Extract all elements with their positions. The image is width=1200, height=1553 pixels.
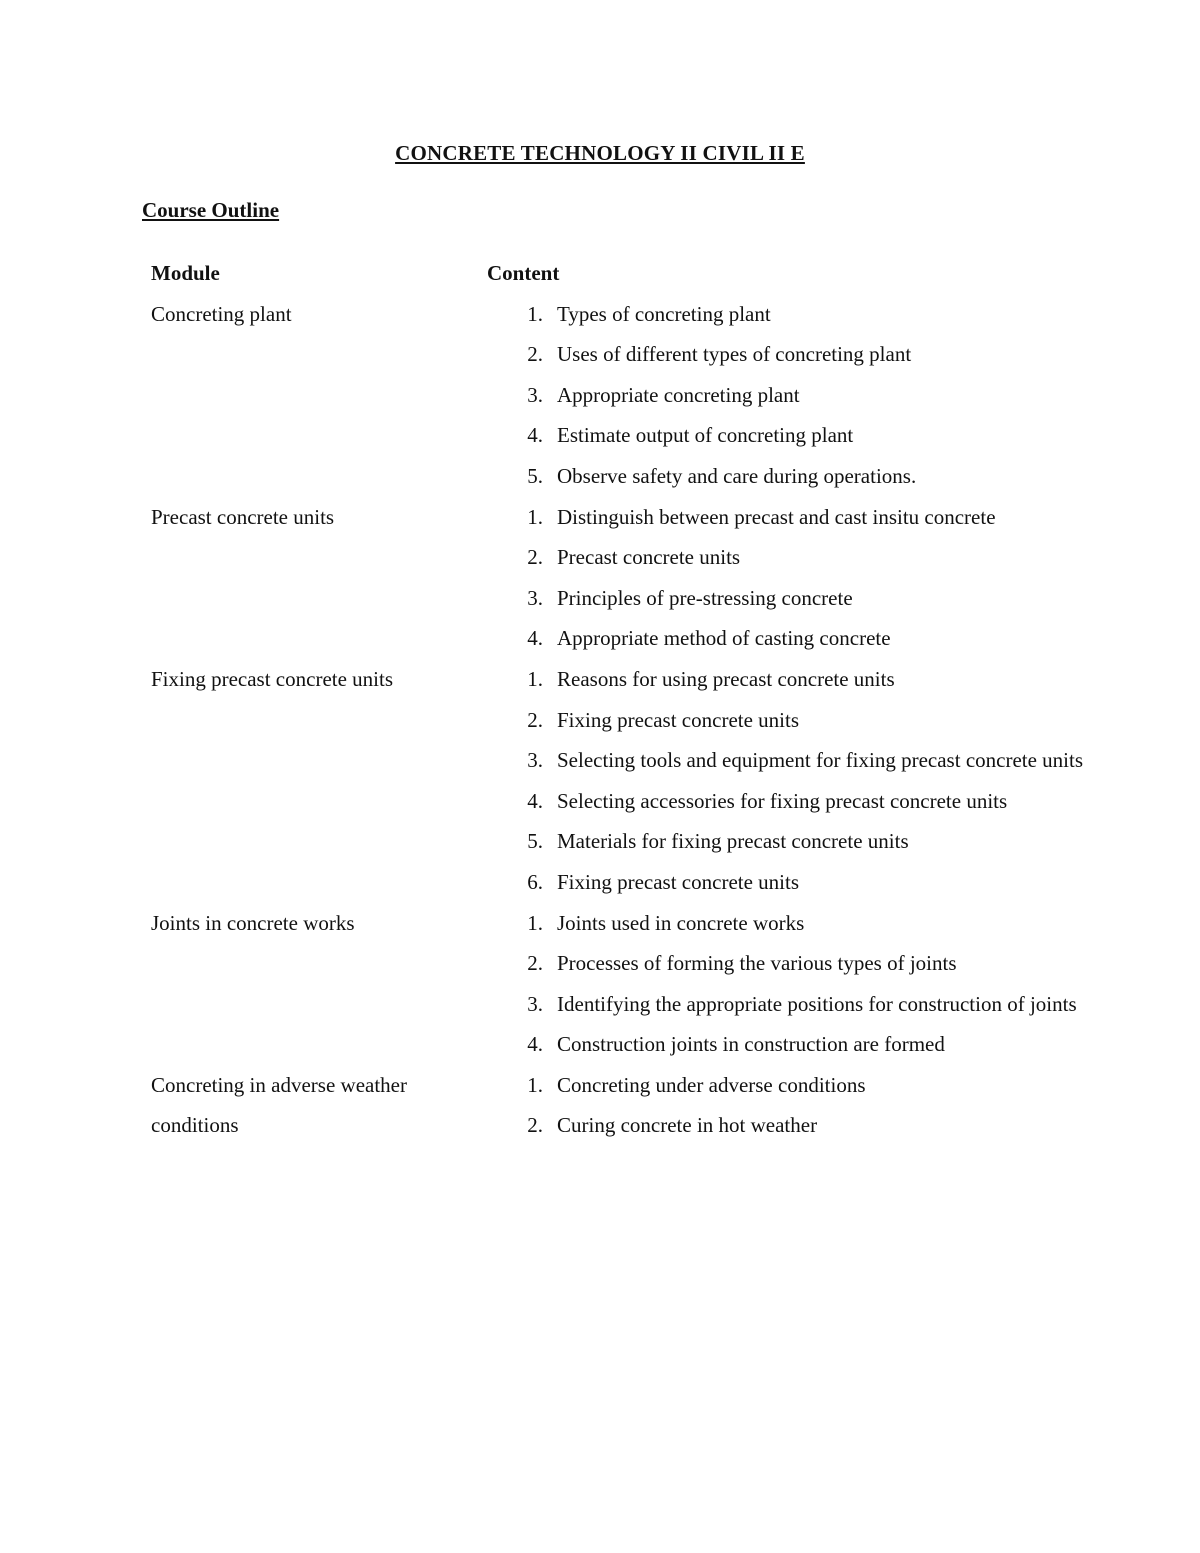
content-item <box>487 659 1111 700</box>
content-item <box>487 740 1111 781</box>
content-item-number: 5. <box>527 463 543 488</box>
content-item-number: 3. <box>527 585 543 610</box>
course-outline-table <box>151 253 1111 1146</box>
content-item <box>487 821 1111 862</box>
content-item-text: Joints used in concrete works <box>557 910 805 935</box>
content-item <box>487 618 1111 659</box>
module-name: Concreting in adverse weather conditions <box>151 1072 407 1138</box>
content-list <box>487 659 1111 903</box>
content-item-number: 1. <box>527 301 543 326</box>
module-row <box>151 1065 1111 1146</box>
content-item <box>487 700 1111 741</box>
module-name: Concreting plant <box>151 301 292 326</box>
content-item <box>487 984 1111 1025</box>
content-item <box>487 1065 1111 1106</box>
content-item-text: Selecting accessories for fixing precast concrete units <box>557 788 1008 813</box>
content-item <box>487 1105 1111 1146</box>
content-item <box>487 415 1111 456</box>
content-list <box>487 903 1111 1065</box>
content-item-text: Uses of different types of concreting plant <box>557 342 912 367</box>
content-item-text: Fixing precast concrete units <box>557 869 800 894</box>
content-item <box>487 334 1111 375</box>
content-item-number: 4. <box>527 626 543 651</box>
content-list <box>487 497 1111 659</box>
content-item-number: 2. <box>527 1113 543 1138</box>
page-title: CONCRETE TECHNOLOGY II CIVIL II E <box>395 141 805 165</box>
content-item-text: Fixing precast concrete units <box>557 707 800 732</box>
content-item-number: 2. <box>527 545 543 570</box>
content-item-text: Appropriate concreting plant <box>557 382 800 407</box>
outline-body <box>151 294 1111 1146</box>
content-item <box>487 497 1111 538</box>
content-item <box>487 456 1111 497</box>
content-item-text: Processes of forming the various types of joints <box>557 951 957 976</box>
content-item-number: 1. <box>527 910 543 935</box>
content-item-number: 4. <box>527 1032 543 1057</box>
content-list <box>487 294 1111 497</box>
content-item <box>487 578 1111 619</box>
content-item <box>487 537 1111 578</box>
module-row <box>151 294 1111 497</box>
content-item-text: Precast concrete units <box>557 545 741 570</box>
content-item <box>487 781 1111 822</box>
content-item-number: 1. <box>527 666 543 691</box>
content-item-text: Reasons for using precast concrete units <box>557 666 895 691</box>
module-row <box>151 659 1111 903</box>
content-item-number: 3. <box>527 748 543 773</box>
content-item-text: Identifying the appropriate positions for construction of joints <box>557 991 1077 1016</box>
content-item-number: 2. <box>527 707 543 732</box>
outline-header-row <box>151 253 1111 294</box>
content-item-number: 1. <box>527 1072 543 1097</box>
module-column-header: Module <box>151 260 220 285</box>
content-item-number: 1. <box>527 504 543 529</box>
content-item <box>487 862 1111 903</box>
content-item-text: Distinguish between precast and cast insitu concrete <box>557 504 996 529</box>
module-name: Joints in concrete works <box>151 910 355 935</box>
content-item-text: Construction joints in construction are formed <box>557 1032 945 1057</box>
content-item-text: Estimate output of concreting plant <box>557 423 854 448</box>
content-item-number: 6. <box>527 869 543 894</box>
content-item <box>487 943 1111 984</box>
module-row <box>151 903 1111 1065</box>
section-heading: Course Outline <box>142 198 280 222</box>
content-item-text: Observe safety and care during operations. <box>557 463 917 488</box>
module-name: Fixing precast concrete units <box>151 666 394 691</box>
content-item-number: 5. <box>527 829 543 854</box>
content-item <box>487 375 1111 416</box>
content-item-number: 3. <box>527 382 543 407</box>
module-row <box>151 497 1111 659</box>
content-item-text: Types of concreting plant <box>557 301 771 326</box>
content-item-number: 3. <box>527 991 543 1016</box>
content-item-number: 4. <box>527 423 543 448</box>
content-item-text: Curing concrete in hot weather <box>557 1113 818 1138</box>
content-item-text: Materials for fixing precast concrete units <box>557 829 909 854</box>
content-item <box>487 294 1111 335</box>
content-item-text: Concreting under adverse conditions <box>557 1072 866 1097</box>
content-item-text: Selecting tools and equipment for fixing precast concrete units <box>557 748 1084 773</box>
content-item-number: 2. <box>527 951 543 976</box>
content-item-number: 4. <box>527 788 543 813</box>
content-item <box>487 903 1111 944</box>
module-name: Precast concrete units <box>151 504 335 529</box>
content-item-number: 2. <box>527 342 543 367</box>
content-column-header: Content <box>487 260 560 285</box>
content-item <box>487 1024 1111 1065</box>
content-item-text: Principles of pre-stressing concrete <box>557 585 853 610</box>
content-list <box>487 1065 1111 1146</box>
content-item-text: Appropriate method of casting concrete <box>557 626 891 651</box>
